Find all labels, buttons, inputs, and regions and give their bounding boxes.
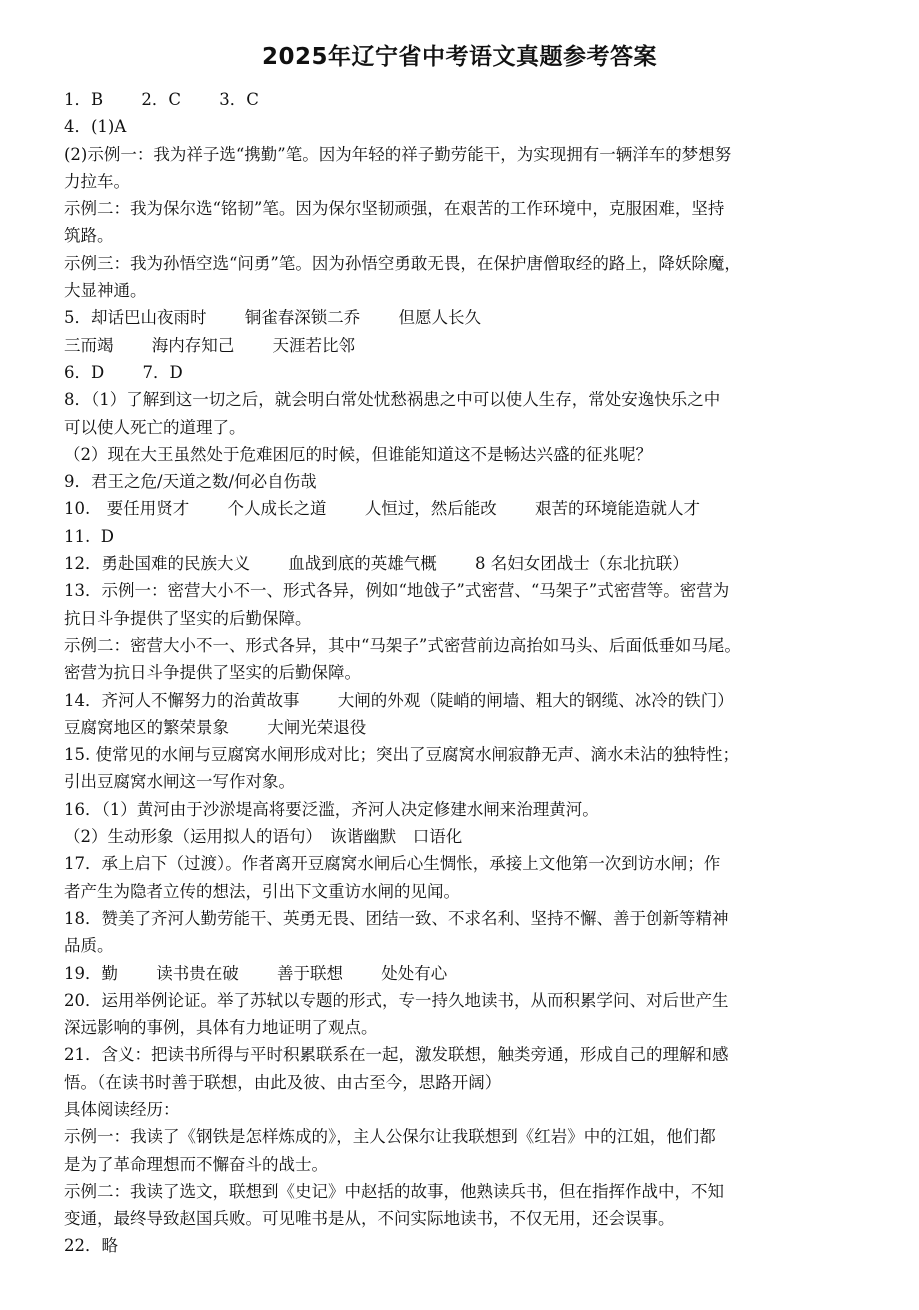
answer-line: （2）现在大王虽然处于危难困厄的时候，但谁能知道这不是畅达兴盛的征兆呢？ (64, 444, 652, 464)
answer-line: 者产生为隐者立传的想法，引出下文重访水闸的见闻。 (64, 881, 460, 901)
answer-line: 示例三：我为孙悟空选“问勇”笔。因为孙悟空勇敢无畏，在保护唐僧取经的路上，降妖除魔， (64, 253, 741, 273)
answer-line: 密营为抗日斗争提供了坚实的后勤保障。 (64, 663, 361, 683)
answer-line: 可以使人死亡的道理了。 (64, 417, 246, 437)
answer-line: 18．赞美了齐河人勤劳能干、英勇无畏、团结一致、不求名利、坚持不懈、善于创新等精神 (64, 908, 729, 928)
answer-line: 1．B 2．C 3．C (64, 90, 259, 109)
answer-line: 11. D (64, 526, 114, 546)
answer-line: 21．含义：把读书所得与平时积累联系在一起，激发联想，触类旁通，形成自己的理解和感 (64, 1045, 729, 1065)
answer-line: 悟。（在读书时善于联想，由此及彼、由古至今，思路开阔） (64, 1072, 502, 1092)
answer-line: (2)示例一：我为祥子选“携勤”笔。因为年轻的祥子勤劳能干，为实现拥有一辆洋车的梦想努 (64, 144, 732, 164)
answer-line: 力拉车。 (64, 171, 130, 191)
answer-line: 示例二：密营大小不一、形式各异，其中“马架子”式密营前边高抬如马头、后面低垂如马尾。 (64, 635, 741, 655)
answer-line: 示例二：我读了选文，联想到《史记》中赵括的故事，他熟读兵书，但在指挥作战中，不知 (64, 1181, 724, 1201)
answer-line: 15. 使常见的水闸与豆腐窝水闸形成对比；突出了豆腐窝水闸寂静无声、滴水未沾的独特性； (64, 745, 739, 765)
answer-line: 品质。 (64, 936, 114, 956)
answer-line: 10. 要任用贤才 个人成长之道 人恒过，然后能改 艰苦的环境能造就人才 (64, 499, 700, 519)
answer-line: 引出豆腐窝水闸这一写作对象。 (64, 772, 295, 792)
page-title: 2025年辽宁省中考语文真题参考答案 (261, 44, 657, 70)
answer-line: 17．承上启下（过渡）。作者离开豆腐窝水闸后心生惆怅，承接上文他第一次到访水闸；作 (64, 854, 721, 874)
answer-line: 抗日斗争提供了坚实的后勤保障。 (64, 608, 312, 628)
answer-line: （2）生动形象（运用拟人的语句） 诙谐幽默 口语化 (64, 827, 463, 847)
answer-line: 筑路。 (64, 226, 114, 246)
answer-line: 9．君王之危/天道之数/何必自伤哉 (64, 472, 317, 492)
answer-line: 深远影响的事例，具体有力地证明了观点。 (64, 1018, 378, 1038)
answer-line: 13．示例一：密营大小不一、形式各异，例如“地戗子”式密营、“马架子”式密营等。密营为 (64, 581, 730, 601)
answer-line: 6．D 7．D (64, 362, 183, 382)
answer-line: 19．勤 读书贵在破 善于联想 处处有心 (64, 963, 448, 983)
answer-line: 示例一：我读了《钢铁是怎样炼成的》，主人公保尔让我联想到《红岩》中的江姐，他们都 (64, 1127, 716, 1147)
answer-line: 12．勇赴国难的民族大义 血战到底的英雄气概 8 名妇女团战士（东北抗联） (64, 554, 689, 574)
answer-line: 具体阅读经历： (64, 1099, 180, 1119)
answer-line: 16．（1）黄河由于沙淤堤高将要泛滥，齐河人决定修建水闸来治理黄河。 (64, 799, 599, 819)
answer-line: 8．（1）了解到这一切之后，就会明白常处忧愁祸患之中可以使人生存，常处安逸快乐之中 (64, 390, 721, 410)
answer-line: 14．齐河人不懈努力的治黄故事 大闸的外观（陡峭的闸墙、粗大的钢缆、冰冷的铁门） (64, 690, 734, 710)
answer-line: 三而竭 海内存知己 天涯若比邻 (64, 335, 355, 355)
answer-line: 大显神通。 (64, 281, 147, 301)
answer-body (64, 86, 859, 1260)
answer-line: 豆腐窝地区的繁荣景象 大闸光荣退役 (64, 717, 367, 737)
answer-line: 5．却话巴山夜雨时 铜雀春深锁二乔 但愿人长久 (64, 308, 481, 328)
answer-line: 是为了革命理想而不懈奋斗的战士。 (64, 1154, 328, 1174)
answer-line: 22．略 (64, 1236, 118, 1256)
answer-line: 示例二：我为保尔选“铭韧”笔。因为保尔坚韧顽强，在艰苦的工作环境中，克服困难，坚持 (64, 199, 725, 219)
answer-line: 20．运用举例论证。举了苏轼以专题的形式，专一持久地读书，从而积累学问、对后世产生 (64, 990, 729, 1010)
answer-line: 变通，最终导致赵国兵败。可见唯书是从，不问实际地读书，不仅无用，还会误事。 (64, 1209, 675, 1229)
answer-line: 4．(1)A (64, 117, 127, 137)
